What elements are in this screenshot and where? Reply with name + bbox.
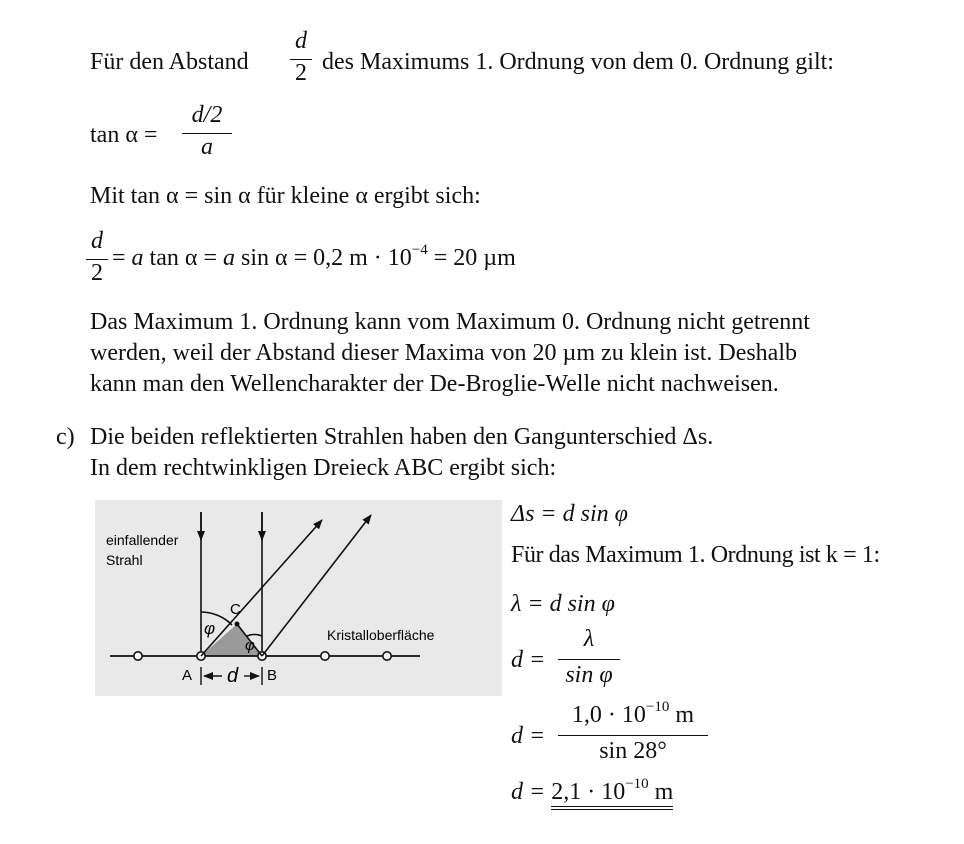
intro-tail: des Maximums 1. Ordnung von dem 0. Ordnung gilt: xyxy=(322,49,834,75)
eq-half-d-numerator: d xyxy=(91,228,103,254)
eq-d-numerator-2-unit: m xyxy=(669,702,695,728)
lattice-atom xyxy=(321,652,329,660)
eq-d-lhs-2: d = xyxy=(511,723,546,749)
label-incident-1: einfallender xyxy=(106,532,179,548)
eq-d-numerator-2-exponent: −10 xyxy=(645,699,670,715)
max1-sentence: Für das Maximum 1. Ordnung ist k = 1: xyxy=(511,542,880,568)
lattice-atom xyxy=(383,652,391,660)
eq-d-numerator-2 xyxy=(558,699,708,729)
part-c-line-1: Die beiden reflektierten Strahlen haben den Gangunterschied Δs. xyxy=(90,424,714,450)
eq-result-unit: m xyxy=(648,779,674,805)
fraction-line xyxy=(558,659,620,660)
eq-result-exponent: −10 xyxy=(625,776,649,792)
eq-d-lhs-1: d = xyxy=(511,647,546,673)
intro-fraction-numerator: d xyxy=(295,28,307,54)
eq-d-fraction-1 xyxy=(558,626,620,692)
part-c-line-2: In dem rechtwinkligen Dreieck ABC ergibt sich: xyxy=(90,455,557,481)
eq-half-d-text: = xyxy=(112,245,132,271)
eq-half-d-text: sin α = 0,2 m · 10 xyxy=(234,245,412,271)
eq-d-denominator-2: sin 28° xyxy=(599,738,667,764)
eq-d-numerator-2-text: 1,0 · 10 xyxy=(571,702,646,728)
eq-d-denominator-1: sin φ xyxy=(565,662,613,688)
eq-half-d-denominator: 2 xyxy=(91,260,103,286)
intro-fraction-denominator: 2 xyxy=(295,60,307,86)
point-c xyxy=(235,622,240,627)
eq-result-lhs: d = xyxy=(511,779,546,805)
small-angle-sentence: Mit tan α = sin α für kleine α ergibt sich: xyxy=(90,183,481,209)
eq-delta-s: Δs = d sin φ xyxy=(511,501,628,527)
intro-lead: Für den Abstand xyxy=(90,49,249,75)
eq-lambda: λ = d sin φ xyxy=(511,591,615,617)
paragraph-line-1: Das Maximum 1. Ordnung kann vom Maximum 0. Ordnung nicht getrennt xyxy=(90,309,810,335)
label-incident-2: Strahl xyxy=(106,552,143,568)
eq-result-value-text: 2,1 · 10 xyxy=(551,779,626,805)
label-surface: Kristalloberfläche xyxy=(327,627,435,643)
label-b: B xyxy=(267,667,278,684)
eq-half-d-exponent: −4 xyxy=(411,242,428,258)
eq-d-fraction-2 xyxy=(558,699,708,768)
eq-half-d-text: = 20 µm xyxy=(427,245,516,271)
label-d: d xyxy=(227,665,239,687)
eq-tan-lhs: tan α = xyxy=(90,122,158,148)
eq-result xyxy=(511,778,673,806)
eq-result-value xyxy=(551,776,674,810)
eq-half-d-var: a xyxy=(131,245,144,271)
label-phi-outer: φ xyxy=(204,619,216,638)
label-c: C xyxy=(230,601,241,618)
label-phi-inner: φ xyxy=(245,637,255,654)
label-a: A xyxy=(182,667,193,684)
part-c-marker: c) xyxy=(56,424,75,450)
eq-tan-numerator: d/2 xyxy=(191,102,223,128)
phi-angle-arc-inner xyxy=(247,635,262,636)
fraction-line xyxy=(558,735,708,736)
eq-tan-denominator: a xyxy=(201,134,213,160)
lattice-atom xyxy=(134,652,142,660)
paragraph-line-2: werden, weil der Abstand dieser Maxima von 20 µm zu klein ist. Deshalb xyxy=(90,340,798,366)
eq-half-d-text: tan α = xyxy=(143,245,223,271)
paragraph-line-3: kann man den Wellencharakter der De-Broglie-Welle nicht nachweisen. xyxy=(90,371,779,397)
eq-d-numerator-1: λ xyxy=(583,626,595,652)
eq-half-d-var: a xyxy=(222,245,235,271)
